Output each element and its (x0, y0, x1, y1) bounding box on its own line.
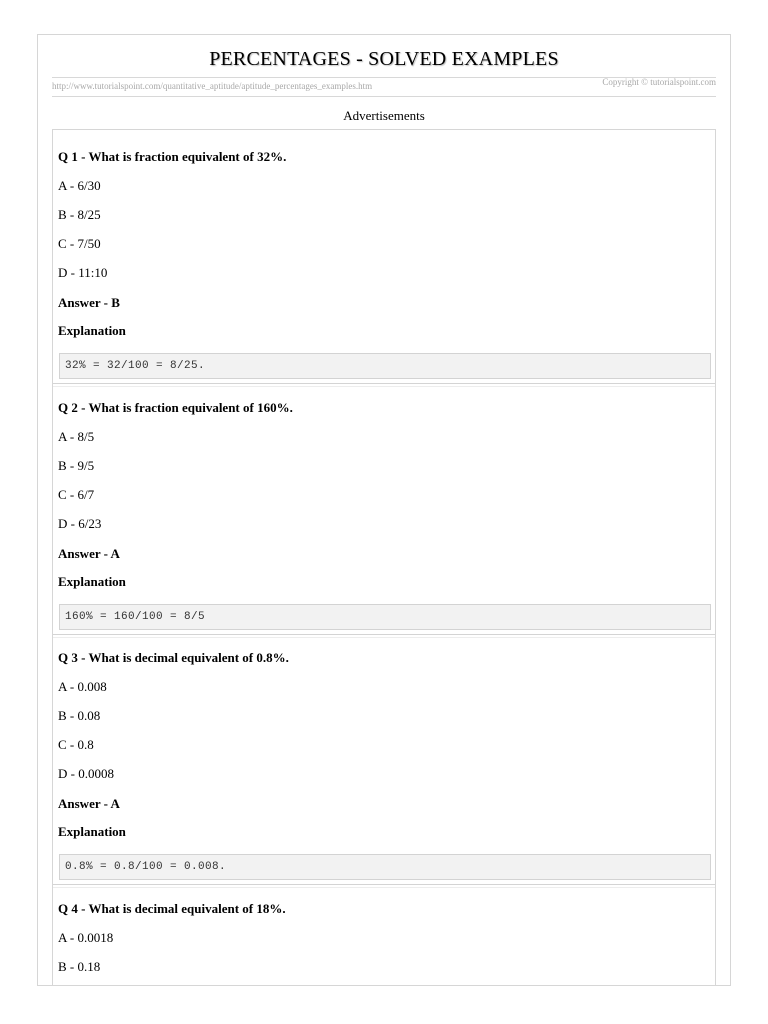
option-a: A - 6/30 (58, 178, 101, 193)
question-block (53, 631, 715, 882)
question-block (53, 381, 715, 632)
explanation-label: Explanation (58, 824, 126, 839)
option-b: B - 0.18 (58, 958, 101, 974)
advertisements-label: Advertisements (343, 108, 425, 123)
option-b: B - 0.08 (58, 708, 101, 723)
document-page (37, 34, 731, 986)
answer-text: Answer - A (58, 796, 120, 811)
option-c: C - 7/50 (58, 236, 101, 251)
option-a: A - 8/5 (58, 428, 95, 444)
question-block (53, 130, 715, 381)
explanation-label: Explanation (58, 323, 126, 338)
explanation-code: 32% = 32/100 = 8/25. (59, 353, 711, 379)
question-text: Q 3 - What is decimal equivalent of 0.8%. (58, 650, 289, 665)
option-a: A - 0.0018 (58, 929, 114, 945)
source-bar (52, 77, 716, 97)
questions-container (52, 129, 716, 986)
option-d: D - 6/23 (58, 515, 102, 531)
option-b: B - 8/25 (58, 207, 101, 222)
option-a: A - 0.008 (58, 679, 107, 694)
option-d: D - 11:10 (58, 265, 108, 280)
question-text: Q 1 - What is fraction equivalent of 32%. (58, 149, 287, 164)
option-c: C - 0.8 (58, 737, 94, 752)
explanation-code: 160% = 160/100 = 8/5 (59, 604, 711, 630)
question-text: Q 2 - What is fraction equivalent of 160%. (58, 399, 293, 415)
question-block (53, 882, 715, 987)
option-c: C - 6/7 (58, 486, 95, 502)
option-b: B - 9/5 (58, 457, 95, 473)
source-url[interactable]: http://www.tutorialspoint.com/quantitative_aptitude/aptitude_percentages_examples.htm (52, 81, 373, 91)
answer-text: Answer - A (58, 545, 120, 561)
answer-text: Answer - B (58, 295, 120, 310)
copyright-notice: Copyright © tutorialspoint.com (602, 77, 716, 87)
option-d: D - 0.0008 (58, 766, 114, 781)
question-text: Q 4 - What is decimal equivalent of 18%. (58, 900, 286, 916)
page-title: PERCENTAGES - SOLVED EXAMPLES (209, 48, 559, 70)
explanation-code: 0.8% = 0.8/100 = 0.008. (59, 854, 711, 880)
explanation-label: Explanation (58, 573, 126, 589)
